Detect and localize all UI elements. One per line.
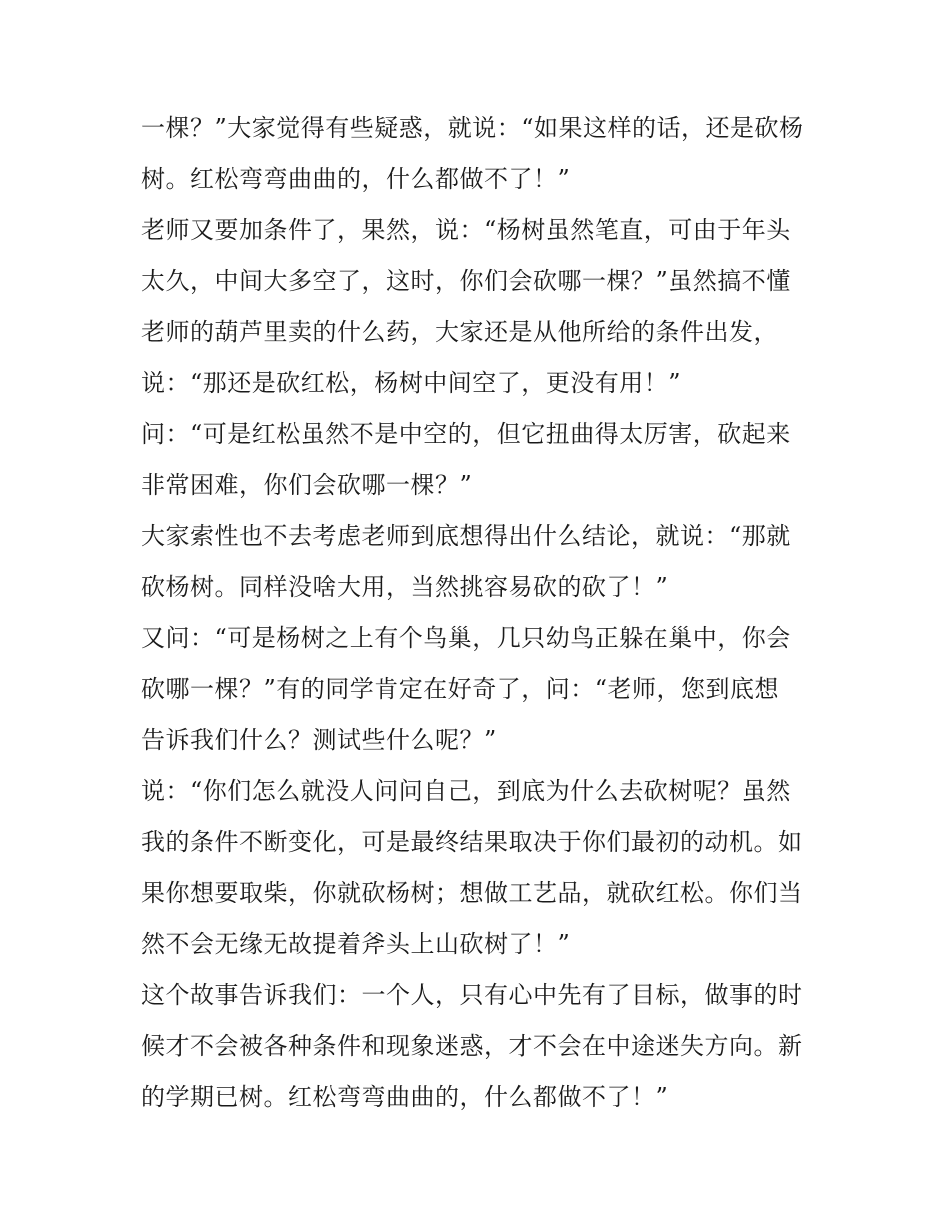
- text-line: 一棵？”大家觉得有些疑惑，就说：“如果这样的话，还是砍杨: [141, 114, 804, 142]
- text-line: 说：“那还是砍红松，杨树中间空了，更没有用！”: [141, 369, 682, 397]
- document-body: [141, 103, 821, 1123]
- text-line: 砍杨树。同样没啥大用，当然挑容易砍的砍了！”: [141, 573, 669, 601]
- text-line: 然不会无缘无故提着斧头上山砍树了！”: [141, 930, 571, 958]
- text-line: 又问：“可是杨树之上有个鸟巢，几只幼鸟正躲在巢中，你会: [141, 624, 791, 652]
- text-line: 的学期已树。红松弯弯曲曲的，什么都做不了！”: [141, 1083, 669, 1111]
- text-line: 老师又要加条件了，果然，说：“杨树虽然笔直，可由于年头: [141, 216, 791, 244]
- text-line: 候才不会被各种条件和现象迷惑，才不会在中途迷失方向。新: [141, 1032, 803, 1060]
- text-line: 问：“可是红松虽然不是中空的，但它扭曲得太厉害，砍起来: [141, 420, 791, 448]
- text-line: 砍哪一棵？”有的同学肯定在好奇了，问：“老师，您到底想: [141, 675, 780, 703]
- text-line: 果你想要取柴，你就砍杨树；想做工艺品，就砍红松。你们当: [141, 879, 803, 907]
- text-line: 树。红松弯弯曲曲的，什么都做不了！”: [141, 165, 571, 193]
- text-line: 太久，中间大多空了，这时，你们会砍哪一棵？”虽然搞不懂: [141, 267, 791, 295]
- text-line: 非常困难，你们会砍哪一棵？”: [141, 471, 473, 499]
- text-line: 说：“你们怎么就没人问问自己，到底为什么去砍树呢？虽然: [141, 777, 791, 805]
- text-line: 告诉我们什么？测试些什么呢？”: [141, 726, 497, 754]
- text-line: 老师的葫芦里卖的什么药，大家还是从他所给的条件出发，: [141, 318, 778, 346]
- text-line: 大家索性也不去考虑老师到底想得出什么结论，就说：“那就: [141, 522, 791, 550]
- text-line: 我的条件不断变化，可是最终结果取决于你们最初的动机。如: [141, 828, 803, 856]
- text-line: 这个故事告诉我们：一个人，只有心中先有了目标，做事的时: [141, 981, 803, 1009]
